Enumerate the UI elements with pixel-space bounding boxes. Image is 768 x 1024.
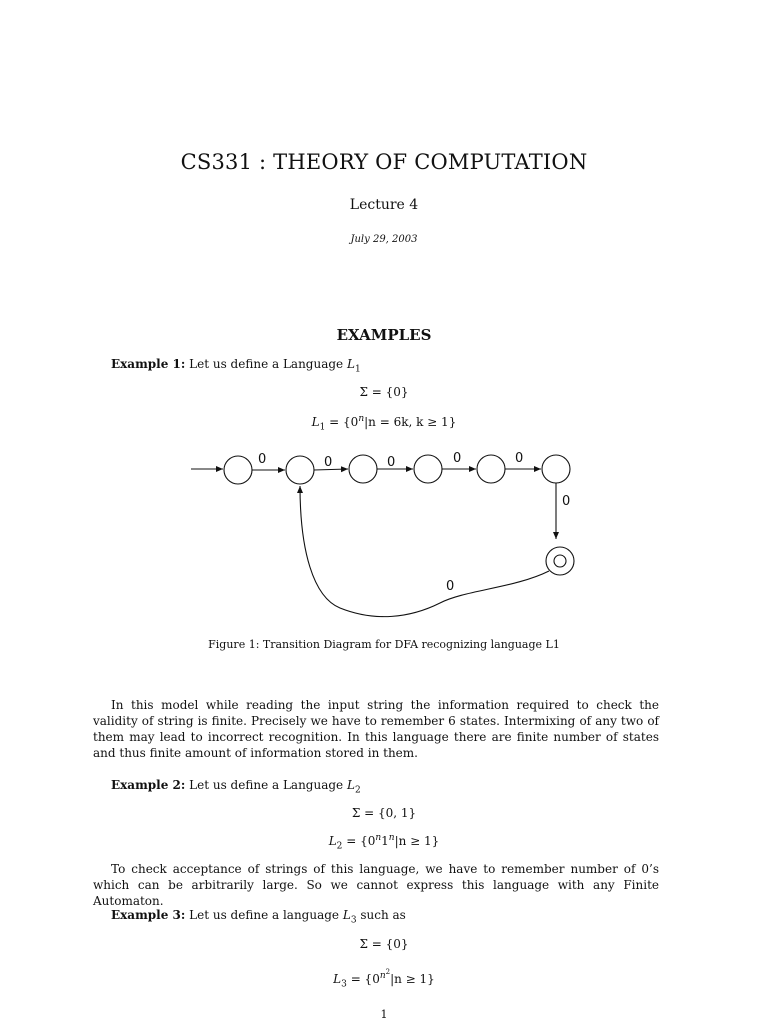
- example-3-def-rhs-supsup: 2: [385, 968, 391, 976]
- figure-caption: Figure 1: Transition Diagram for DFA recognizing language L1: [208, 638, 560, 651]
- example-1-intro: [111, 357, 361, 374]
- edge-accept-q1: [300, 486, 549, 617]
- example-1-def-lhs: L: [311, 415, 320, 429]
- label-q4-q5: 0: [515, 451, 524, 466]
- example-3-label: Example 3:: [111, 908, 186, 922]
- document-title: CS331 : THEORY OF COMPUTATION: [180, 150, 588, 174]
- state-q5: [542, 455, 570, 483]
- label-q3-q4: 0: [453, 451, 462, 466]
- example-3-def-lhs-sub: 3: [341, 979, 347, 990]
- paragraph-1: In this model while reading the input string the information required to check the validity of string is finite. Precisely we have to remember 6 states. Intermixing of any two of them may lead to incorrect recognition. In this language there are finite number of states and thus finite amount of information stored in them.: [93, 698, 659, 760]
- label-q2-q3: 0: [387, 455, 396, 470]
- example-2-def-rhs-b: 1: [381, 834, 389, 848]
- example-3-alphabet: Σ = {0}: [359, 937, 409, 951]
- example-3-def-rhs-sup-n: n: [379, 971, 386, 981]
- example-2-label: Example 2:: [111, 778, 186, 792]
- example-1-def-rhs-b: |n = 6k, k ≥ 1}: [364, 415, 457, 429]
- example-1-def-rhs-a: = {0: [325, 415, 359, 429]
- lecture-date: July 29, 2003: [350, 234, 418, 245]
- example-2-language-definition: [0, 833, 768, 851]
- example-3-intro: [111, 908, 406, 925]
- label-q0-q1: 0: [258, 452, 267, 467]
- example-2-text: Let us define a Language: [185, 778, 347, 792]
- example-1-text: Let us define a Language: [185, 357, 347, 371]
- label-accept-q1: 0: [446, 579, 455, 594]
- example-3-lang-name: L: [342, 908, 351, 922]
- page-number: 1: [380, 1008, 388, 1021]
- example-3-text-after: such as: [356, 908, 406, 922]
- example-2-def-lhs-sub: 2: [336, 841, 343, 852]
- example-3-text: Let us define a language: [185, 908, 343, 922]
- state-q4: [477, 455, 505, 483]
- paragraph-2: To check acceptance of strings of this language, we have to remember number of 0’s which can be arbitrarily large. So we cannot express this language with any Finite Automaton.: [93, 862, 659, 908]
- state-q3: [414, 455, 442, 483]
- example-3-def-rhs-sup: [379, 968, 391, 981]
- example-2-lang-name: L: [346, 778, 355, 792]
- example-2-def-lhs: L: [328, 834, 337, 848]
- label-q1-q2: 0: [324, 455, 333, 470]
- state-q1: [286, 456, 314, 484]
- lecture-number: Lecture 4: [349, 197, 419, 213]
- example-2-alphabet: Σ = {0, 1}: [351, 806, 417, 820]
- example-2-def-rhs-a: = {0: [342, 834, 376, 848]
- state-accept-inner: [554, 555, 566, 567]
- example-2-def-rhs-sup1: n: [375, 833, 382, 843]
- example-1-label: Example 1:: [111, 357, 186, 371]
- section-heading: EXAMPLES: [336, 326, 432, 344]
- example-1-def-rhs-sup: n: [358, 414, 365, 424]
- example-1-def-lhs-sub: 1: [319, 422, 326, 433]
- example-2-def-rhs-c: |n ≥ 1}: [394, 834, 440, 848]
- example-2-intro: [111, 778, 361, 795]
- example-3-def-rhs-b: |n ≥ 1}: [390, 972, 435, 986]
- example-3-def-lhs: L: [333, 972, 342, 986]
- state-q2: [349, 455, 377, 483]
- state-q0: [224, 456, 252, 484]
- example-3-lang-sub: 3: [350, 915, 357, 926]
- example-1-language-definition: [0, 414, 768, 432]
- example-1-lang-name: L: [346, 357, 355, 371]
- label-q5-accept: 0: [562, 494, 571, 509]
- example-3-def-rhs-a: = {0: [346, 972, 380, 986]
- example-2-lang-sub: 2: [354, 785, 361, 796]
- example-2-def-rhs-sup2: n: [388, 833, 395, 843]
- dfa-transition-diagram: [185, 440, 585, 620]
- example-3-language-definition: [0, 968, 768, 989]
- example-1-lang-sub: 1: [354, 364, 361, 375]
- example-1-alphabet: Σ = {0}: [359, 385, 409, 399]
